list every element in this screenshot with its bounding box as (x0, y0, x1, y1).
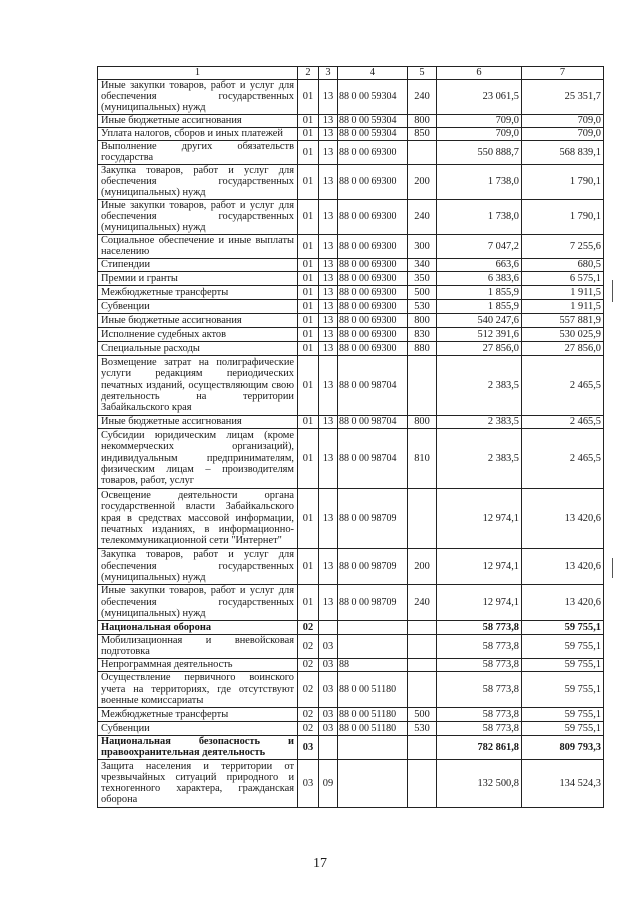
item-name: Защита населения и территории от чрезвычайных ситуаций природного и техногенного характера, гражданская оборона (98, 759, 298, 807)
header-cell-3: 3 (319, 67, 338, 80)
amount-year-2: 2 465,5 (522, 355, 604, 415)
header-cell-1: 1 (98, 67, 298, 80)
item-name: Межбюджетные трансферты (98, 285, 298, 299)
expense-type-code: 880 (408, 341, 437, 355)
subsection-code: 03 (319, 707, 338, 721)
section-code: 01 (298, 164, 319, 199)
table-row (98, 548, 604, 584)
subsection-code: 13 (319, 415, 338, 428)
table-row (98, 341, 604, 355)
target-article-code: 88 0 00 98704 (338, 428, 408, 488)
subsection-code: 13 (319, 114, 338, 127)
amount-year-1: 6 383,6 (437, 271, 522, 285)
target-article-code: 88 0 00 98709 (338, 548, 408, 584)
expense-type-code: 240 (408, 199, 437, 234)
target-article-code: 88 0 00 98704 (338, 415, 408, 428)
expense-type-code: 810 (408, 428, 437, 488)
expense-type-code: 530 (408, 721, 437, 735)
item-name: Закупка товаров, работ и услуг для обеспечения государственных (муниципальных) нужд (98, 164, 298, 199)
table-row (98, 707, 604, 721)
item-name: Иные бюджетные ассигнования (98, 313, 298, 327)
amount-year-1: 1 738,0 (437, 164, 522, 199)
item-name: Освещение деятельности органа государственной власти Забайкальского края в средствах массовой информации, печатных изданиях, в информационно-телекоммуникационной сети "Интернет" (98, 488, 298, 548)
item-name: Иные закупки товаров, работ и услуг для обеспечения государственных (муниципальных) нужд (98, 80, 298, 115)
subsection-code: 13 (319, 258, 338, 271)
expense-type-code (408, 759, 437, 807)
section-code: 01 (298, 327, 319, 341)
item-name: Возмещение затрат на полиграфические услуги редакциям периодических печатных изданий, осуществляющим свою деятельность на территории Забайкальского края (98, 355, 298, 415)
amount-year-2: 709,0 (522, 127, 604, 140)
target-article-code: 88 0 00 59304 (338, 114, 408, 127)
section-code: 01 (298, 355, 319, 415)
expense-type-code (408, 735, 437, 759)
amount-year-1: 709,0 (437, 114, 522, 127)
amount-year-1: 663,6 (437, 258, 522, 271)
table-row (98, 140, 604, 164)
subsection-code: 13 (319, 341, 338, 355)
section-code: 01 (298, 428, 319, 488)
item-name: Осуществление первичного воинского учета на территориях, где отсутствуют военные комиссариаты (98, 671, 298, 707)
expense-type-code (408, 488, 437, 548)
target-article-code: 88 0 00 69300 (338, 258, 408, 271)
subsection-code: 13 (319, 199, 338, 234)
amount-year-1: 2 383,5 (437, 355, 522, 415)
table-row (98, 721, 604, 735)
target-article-code (338, 620, 408, 634)
subsection-code: 13 (319, 355, 338, 415)
target-article-code: 88 0 00 59304 (338, 80, 408, 115)
item-name: Уплата налогов, сборов и иных платежей (98, 127, 298, 140)
section-code: 01 (298, 271, 319, 285)
amount-year-2: 1 790,1 (522, 164, 604, 199)
subsection-code (319, 620, 338, 634)
table-row (98, 488, 604, 548)
subsection-code: 13 (319, 234, 338, 258)
subsection-code: 13 (319, 584, 338, 620)
amount-year-1: 1 855,9 (437, 285, 522, 299)
section-code: 03 (298, 735, 319, 759)
item-name: Иные закупки товаров, работ и услуг для обеспечения государственных (муниципальных) нужд (98, 199, 298, 234)
item-name: Межбюджетные трансферты (98, 707, 298, 721)
item-name: Закупка товаров, работ и услуг для обеспечения государственных (муниципальных) нужд (98, 548, 298, 584)
expense-type-code: 200 (408, 164, 437, 199)
amount-year-2: 680,5 (522, 258, 604, 271)
table-row (98, 658, 604, 671)
section-code: 01 (298, 258, 319, 271)
table-row (98, 234, 604, 258)
section-code: 01 (298, 341, 319, 355)
item-name: Национальная безопасность и правоохранительная деятельность (98, 735, 298, 759)
table-row (98, 415, 604, 428)
item-name: Премии и гранты (98, 271, 298, 285)
expense-type-code (408, 634, 437, 658)
item-name: Стипендии (98, 258, 298, 271)
amount-year-2: 13 420,6 (522, 584, 604, 620)
expense-type-code: 800 (408, 415, 437, 428)
amount-year-2: 59 755,1 (522, 658, 604, 671)
amount-year-2: 1 790,1 (522, 199, 604, 234)
section-code: 02 (298, 721, 319, 735)
section-code: 01 (298, 234, 319, 258)
subsection-code: 13 (319, 271, 338, 285)
target-article-code: 88 0 00 98709 (338, 584, 408, 620)
expense-type-code (408, 658, 437, 671)
margin-mark (612, 558, 613, 578)
amount-year-2: 1 911,5 (522, 299, 604, 313)
section-code: 01 (298, 80, 319, 115)
target-article-code: 88 0 00 69300 (338, 271, 408, 285)
expense-type-code: 500 (408, 285, 437, 299)
expense-type-code: 240 (408, 584, 437, 620)
subsection-code: 13 (319, 299, 338, 313)
table-row (98, 127, 604, 140)
amount-year-2: 27 856,0 (522, 341, 604, 355)
amount-year-2: 13 420,6 (522, 548, 604, 584)
amount-year-1: 1 855,9 (437, 299, 522, 313)
subsection-code: 03 (319, 634, 338, 658)
section-code: 01 (298, 140, 319, 164)
amount-year-1: 58 773,8 (437, 707, 522, 721)
item-name: Непрограммная деятельность (98, 658, 298, 671)
section-code: 01 (298, 299, 319, 313)
amount-year-2: 6 575,1 (522, 271, 604, 285)
subsection-code: 13 (319, 548, 338, 584)
amount-year-1: 2 383,5 (437, 428, 522, 488)
expense-type-code: 300 (408, 234, 437, 258)
amount-year-1: 1 738,0 (437, 199, 522, 234)
subsection-code: 13 (319, 488, 338, 548)
table-row (98, 299, 604, 313)
table-row (98, 671, 604, 707)
expense-type-code: 240 (408, 80, 437, 115)
subsection-code: 03 (319, 658, 338, 671)
amount-year-1: 27 856,0 (437, 341, 522, 355)
item-name: Специальные расходы (98, 341, 298, 355)
subsection-code (319, 735, 338, 759)
subsection-code: 13 (319, 428, 338, 488)
subsection-code: 03 (319, 721, 338, 735)
expense-type-code: 530 (408, 299, 437, 313)
target-article-code: 88 0 00 98704 (338, 355, 408, 415)
expense-type-code: 830 (408, 327, 437, 341)
amount-year-1: 132 500,8 (437, 759, 522, 807)
header-cell-6: 6 (437, 67, 522, 80)
amount-year-1: 540 247,6 (437, 313, 522, 327)
target-article-code: 88 0 00 51180 (338, 671, 408, 707)
subsection-code: 09 (319, 759, 338, 807)
amount-year-1: 512 391,6 (437, 327, 522, 341)
amount-year-2: 2 465,5 (522, 415, 604, 428)
target-article-code: 88 0 00 69300 (338, 164, 408, 199)
expense-type-code: 500 (408, 707, 437, 721)
subsection-code: 13 (319, 285, 338, 299)
header-cell-2: 2 (298, 67, 319, 80)
amount-year-1: 2 383,5 (437, 415, 522, 428)
item-name: Субвенции (98, 721, 298, 735)
target-article-code (338, 634, 408, 658)
table-row (98, 735, 604, 759)
target-article-code: 88 0 00 51180 (338, 721, 408, 735)
page-number: 17 (313, 856, 327, 871)
amount-year-2: 25 351,7 (522, 80, 604, 115)
item-name: Иные бюджетные ассигнования (98, 415, 298, 428)
table-row (98, 355, 604, 415)
subsection-code: 13 (319, 164, 338, 199)
section-code: 01 (298, 584, 319, 620)
item-name: Социальное обеспечение и иные выплаты населению (98, 234, 298, 258)
table-row (98, 164, 604, 199)
amount-year-2: 7 255,6 (522, 234, 604, 258)
section-code: 02 (298, 658, 319, 671)
expense-type-code: 800 (408, 114, 437, 127)
amount-year-1: 12 974,1 (437, 548, 522, 584)
amount-year-2: 59 755,1 (522, 620, 604, 634)
expense-type-code (408, 140, 437, 164)
table-row (98, 759, 604, 807)
target-article-code (338, 759, 408, 807)
section-code: 02 (298, 634, 319, 658)
section-code: 01 (298, 127, 319, 140)
section-code: 01 (298, 114, 319, 127)
amount-year-1: 7 047,2 (437, 234, 522, 258)
table-row (98, 271, 604, 285)
subsection-code: 03 (319, 671, 338, 707)
table-row (98, 114, 604, 127)
target-article-code: 88 (338, 658, 408, 671)
header-cell-7: 7 (522, 67, 604, 80)
amount-year-1: 58 773,8 (437, 671, 522, 707)
amount-year-2: 59 755,1 (522, 707, 604, 721)
amount-year-1: 58 773,8 (437, 658, 522, 671)
target-article-code: 88 0 00 69300 (338, 299, 408, 313)
expense-type-code (408, 671, 437, 707)
target-article-code: 88 0 00 69300 (338, 140, 408, 164)
margin-mark (612, 280, 613, 302)
amount-year-2: 1 911,5 (522, 285, 604, 299)
table-body (98, 67, 604, 808)
section-code: 02 (298, 671, 319, 707)
table-header-row (98, 67, 604, 80)
amount-year-2: 13 420,6 (522, 488, 604, 548)
expense-type-code: 350 (408, 271, 437, 285)
expense-type-code: 340 (408, 258, 437, 271)
section-code: 01 (298, 285, 319, 299)
table-row (98, 584, 604, 620)
amount-year-2: 59 755,1 (522, 671, 604, 707)
amount-year-1: 58 773,8 (437, 634, 522, 658)
item-name: Исполнение судебных актов (98, 327, 298, 341)
section-code: 01 (298, 415, 319, 428)
expense-type-code: 850 (408, 127, 437, 140)
amount-year-1: 23 061,5 (437, 80, 522, 115)
section-code: 01 (298, 548, 319, 584)
table-row (98, 620, 604, 634)
expense-type-code: 800 (408, 313, 437, 327)
expense-type-code (408, 355, 437, 415)
target-article-code (338, 735, 408, 759)
target-article-code: 88 0 00 69300 (338, 341, 408, 355)
subsection-code: 13 (319, 127, 338, 140)
subsection-code: 13 (319, 80, 338, 115)
amount-year-1: 12 974,1 (437, 584, 522, 620)
amount-year-2: 709,0 (522, 114, 604, 127)
amount-year-1: 58 773,8 (437, 620, 522, 634)
item-name: Субсидии юридическим лицам (кроме некоммерческих организаций), индивидуальным предпринимателям, физическим лицам – производителям товаров, работ, услуг (98, 428, 298, 488)
subsection-code: 13 (319, 140, 338, 164)
section-code: 01 (298, 313, 319, 327)
amount-year-2: 59 755,1 (522, 634, 604, 658)
item-name: Иные закупки товаров, работ и услуг для обеспечения государственных (муниципальных) нужд (98, 584, 298, 620)
header-cell-5: 5 (408, 67, 437, 80)
item-name: Субвенции (98, 299, 298, 313)
table-row (98, 285, 604, 299)
item-name: Мобилизационная и вневойсковая подготовка (98, 634, 298, 658)
target-article-code: 88 0 00 69300 (338, 313, 408, 327)
target-article-code: 88 0 00 51180 (338, 707, 408, 721)
item-name: Иные бюджетные ассигнования (98, 114, 298, 127)
item-name: Выполнение других обязательств государства (98, 140, 298, 164)
table-row (98, 634, 604, 658)
target-article-code: 88 0 00 69300 (338, 199, 408, 234)
table-row (98, 313, 604, 327)
amount-year-2: 568 839,1 (522, 140, 604, 164)
amount-year-1: 12 974,1 (437, 488, 522, 548)
subsection-code: 13 (319, 313, 338, 327)
expense-type-code: 200 (408, 548, 437, 584)
target-article-code: 88 0 00 98709 (338, 488, 408, 548)
table-row (98, 258, 604, 271)
amount-year-2: 809 793,3 (522, 735, 604, 759)
table-row (98, 80, 604, 115)
header-cell-4: 4 (338, 67, 408, 80)
budget-table (97, 66, 604, 808)
subsection-code: 13 (319, 327, 338, 341)
amount-year-1: 550 888,7 (437, 140, 522, 164)
amount-year-2: 134 524,3 (522, 759, 604, 807)
section-code: 02 (298, 620, 319, 634)
target-article-code: 88 0 00 69300 (338, 327, 408, 341)
target-article-code: 88 0 00 69300 (338, 234, 408, 258)
section-code: 01 (298, 488, 319, 548)
amount-year-2: 59 755,1 (522, 721, 604, 735)
expense-type-code (408, 620, 437, 634)
target-article-code: 88 0 00 59304 (338, 127, 408, 140)
table-row (98, 428, 604, 488)
table-row (98, 327, 604, 341)
target-article-code: 88 0 00 69300 (338, 285, 408, 299)
section-code: 02 (298, 707, 319, 721)
amount-year-1: 58 773,8 (437, 721, 522, 735)
amount-year-2: 557 881,9 (522, 313, 604, 327)
amount-year-1: 782 861,8 (437, 735, 522, 759)
amount-year-2: 530 025,9 (522, 327, 604, 341)
section-code: 01 (298, 199, 319, 234)
item-name: Национальная оборона (98, 620, 298, 634)
section-code: 03 (298, 759, 319, 807)
table-row (98, 199, 604, 234)
amount-year-1: 709,0 (437, 127, 522, 140)
amount-year-2: 2 465,5 (522, 428, 604, 488)
